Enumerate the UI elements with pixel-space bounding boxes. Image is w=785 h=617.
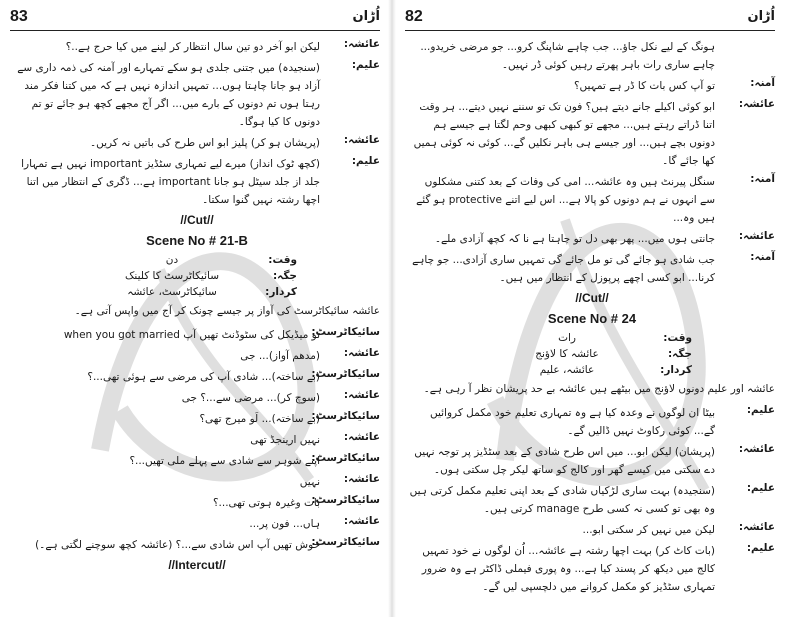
dialogue-line — [409, 230, 775, 248]
intercut-marker: //Intercut// — [168, 558, 226, 572]
line-text: ابو کوئی اکیلے جانے دیتے ہیں؟ فون تک تو سننے نہیں دیتے... ہر وقت اتنا ڈراتے رہتے ہیں... مجھے تو کبھی کبھی وحم لگتا ہے جیسے ہم دونوں بچے ہیں... اور جیسے ہی باہر نکلیں گے... کوئی نہ کوئی ہمیں کھا جائے گا۔ — [413, 101, 715, 167]
meta-value: سائیکاٹرسٹ، عائشہ — [127, 286, 217, 298]
left-page — [0, 0, 390, 617]
line-text: (پریشان) لیکن ابو... میں اس طرح شادی کے بعد سٹڈیز پر توجہ نہیں دے سکتی میں کیسے گھر اور کالج کو ساتھ لیکر چل سکتی ہوں۔ — [414, 446, 715, 476]
line-text: تو میڈیکل کی سٹوڈنٹ تھیں آپ when you got married — [63, 329, 320, 341]
line-text: بیٹا ان لوگوں نے وعدہ کیا ہے وہ تمہاری تعلیم خود مکمل کروائیں گے... کوئی رکاوٹ نہیں ڈالیں گے۔ — [429, 407, 715, 437]
speaker: آمنہ: — [750, 77, 775, 89]
speaker: آمنہ: — [750, 251, 775, 263]
dialogue-line — [14, 389, 380, 407]
line-text: جانتی ہوں میں... پھر بھی دل تو چاہتا ہے نا کہ کچھ آزادی ملے۔ — [434, 233, 715, 245]
meta-value: عائشہ، علیم — [539, 364, 595, 376]
meta-key: کردار: — [660, 364, 692, 376]
meta-key: جگہ: — [272, 270, 297, 282]
line-text: (پریشان ہو کر) پلیز ابو اس طرح کی باتیں نہ کریں۔ — [89, 137, 320, 149]
speaker: عائشہ: — [738, 230, 775, 242]
meta-key: کردار: — [265, 286, 297, 298]
speaker: سائیکاٹرسٹ: — [311, 494, 380, 506]
dialogue-line — [14, 59, 380, 131]
speaker: عائشہ: — [343, 515, 380, 527]
dialogue-line — [14, 515, 380, 533]
line-text: بات وغیرہ ہوتی تھی...؟ — [212, 497, 320, 509]
dialogue-line — [14, 38, 380, 56]
dialogue-line — [14, 473, 380, 491]
line-text: جب شادی ہو جائے گی تو مل جائے گی تمہیں ساری آزادی... جو چاہے کرنا... ابو کسی اچھے پرپوزل کے انتظار میں ہیں۔ — [412, 254, 715, 284]
scene-meta-characters — [14, 286, 380, 298]
speaker: سائیکاٹرسٹ: — [311, 326, 380, 338]
dialogue-line — [409, 542, 775, 596]
line-text: (بے ساختہ)... لَو میرج تھی؟ — [199, 413, 320, 425]
line-text: (سوچ کر)... مرضی سے...؟ جی — [181, 392, 320, 404]
speaker: سائیکاٹرسٹ: — [311, 536, 380, 548]
page-header — [405, 8, 775, 31]
scene-heading: Scene No # 21-B — [146, 233, 248, 248]
speaker: عائشہ: — [343, 389, 380, 401]
speaker: سائیکاٹرسٹ: — [311, 368, 380, 380]
dialogue-line — [14, 452, 380, 470]
running-title: اُڑان — [747, 9, 775, 24]
dialogue-line — [409, 521, 775, 539]
meta-key: جگہ: — [667, 348, 692, 360]
dialogue-line — [14, 536, 380, 554]
speaker: عائشہ: — [738, 98, 775, 110]
speaker: علیم: — [746, 404, 775, 416]
line-text: ہاں... فون پر... — [249, 518, 320, 530]
speaker: عائشہ: — [343, 38, 380, 50]
dialogue-line — [14, 431, 380, 449]
dialogue-line — [409, 98, 775, 170]
speaker: سائیکاٹرسٹ: — [311, 410, 380, 422]
left-page-body — [14, 38, 380, 613]
stage-direction: عائشہ اور علیم دونوں لاؤنج میں بیٹھے ہیں عائشہ بے حد پریشان نظر آ رہی ہے۔ — [423, 383, 775, 395]
line-text: سنگل پیرنٹ ہیں وہ عائشہ... امی کی وفات کے بعد کتنی مشکلوں سے انہوں نے ہم دونوں کو پالا ہے... اس لیے اتنے protective ہو گئے ہیں وہ... — [416, 176, 715, 224]
dialogue-line — [409, 404, 775, 440]
dialogue-block-top — [14, 38, 380, 209]
speaker: عائشہ: — [343, 347, 380, 359]
page-header — [10, 8, 380, 31]
dialogue-line — [409, 443, 775, 479]
line-text: (کچھ ٹوک انداز) میرے لیے تمہاری سٹڈیز important نہیں ہے تمہارا جلد از جلد سیٹل ہو جانا important ہے... ڈگری کے انتظار میں اتنا اچھا رشتہ نہیں گنوا سکتا۔ — [21, 158, 320, 206]
dialogue-line — [14, 368, 380, 386]
dialogue-block-bottom — [14, 326, 380, 554]
cut-marker: //Cut// — [180, 213, 214, 227]
line-text: اپنے شوہر سے شادی سے پہلے ملی تھیں...؟ — [129, 455, 320, 467]
stage-direction: عائشہ سائیکاٹرسٹ کی آواز پر جیسے چونک کر آج میں واپس آتی ہے۔ — [74, 305, 380, 317]
dialogue-line — [409, 173, 775, 227]
dialogue-line — [409, 482, 775, 518]
dialogue-line — [14, 155, 380, 209]
speaker: آمنہ: — [750, 173, 775, 185]
dialogue-line — [14, 347, 380, 365]
dialogue-line — [14, 134, 380, 152]
speaker: علیم: — [351, 155, 380, 167]
meta-key: وقت: — [268, 254, 297, 266]
page-number: 83 — [10, 8, 28, 25]
right-page — [395, 0, 785, 617]
meta-key: وقت: — [663, 332, 692, 344]
speaker: عائشہ: — [343, 473, 380, 485]
line-text: (سنجیدہ) بہت ساری لڑکیاں شادی کے بعد اپنی تعلیم مکمل کرتی ہیں وہ بھی تو کسی نہ کسی طرح manage کرتی ہیں۔ — [409, 485, 715, 515]
meta-value: دن — [165, 254, 179, 266]
line-text: نہیں ارینجڈ تھی — [250, 434, 320, 446]
scene-meta-place — [409, 348, 775, 360]
speaker: عائشہ: — [738, 443, 775, 455]
speaker: عائشہ: — [343, 431, 380, 443]
line-text: (مدھم آواز)... جی — [240, 350, 320, 362]
line-text: نہیں — [299, 476, 320, 488]
meta-value: سائیکاٹرسٹ کا کلینک — [125, 270, 219, 282]
speaker: عائشہ: — [738, 521, 775, 533]
scene-heading: Scene No # 24 — [547, 311, 637, 326]
meta-value: عائشہ کا لاؤنج — [535, 348, 599, 360]
dialogue-line — [14, 494, 380, 512]
dialogue-line — [409, 77, 775, 95]
speaker: سائیکاٹرسٹ: — [311, 452, 380, 464]
line-text: لیکن ابو آخر دو تین سال انتظار کر لینے میں کیا حرج ہے..؟ — [65, 41, 320, 53]
dialogue-line — [14, 410, 380, 428]
line-text: تو آپ کس بات کا ڈر ہے تمہیں؟ — [573, 80, 715, 92]
scene-meta-time — [14, 254, 380, 266]
line-text: (بے ساختہ)... شادی آپ کی مرضی سے ہوئی تھی...؟ — [87, 371, 320, 383]
running-title: اُڑان — [352, 9, 380, 24]
meta-value: رات — [558, 332, 576, 344]
scene-meta-time — [409, 332, 775, 344]
continued-dialogue: ہونگ کے لیے نکل جاؤ... جب چاہے شاپنگ کرو... جو مرضی خریدو... چاہے ساری رات باہر پھرتے رہیں کوئی ڈر نہیں۔ — [420, 41, 715, 71]
speaker: عائشہ: — [343, 134, 380, 146]
line-text: (بات کاٹ کر) بہت اچھا رشتہ ہے عائشہ... اُن لوگوں نے خود تمہیں کالج میں دیکھ کر پسند کیا ہے... وہ پوری فیملی ڈاکٹر ہے وہ ضرور تمہاری سٹڈیز کو مکمل کروانے میں دلچسپی لیں گے۔ — [421, 545, 715, 593]
scene-meta-place — [14, 270, 380, 282]
right-page-body — [409, 38, 775, 613]
dialogue-line — [14, 326, 380, 344]
dialogue-line — [409, 251, 775, 287]
dialogue-block-top — [409, 77, 775, 287]
line-text: لیکن میں نہیں کر سکتی ابو... — [582, 524, 715, 536]
cut-marker: //Cut// — [575, 291, 609, 305]
speaker: علیم: — [351, 59, 380, 71]
line-text: (سنجیدہ) میں جتنی جلدی ہو سکے تمہارے اور آمنہ کی ذمہ داری سے آزاد ہو جانا چاہتا ہوں... تمہیں اندازہ نہیں ہے کہ میں کتنا فکر مند رہتا ہوں تم دونوں کے بارے میں... اگر آج مجھے کچھ ہو جائے تو تم دونوں کا کیا ہوگا۔ — [17, 62, 320, 128]
scene-meta-characters — [409, 364, 775, 376]
dialogue-block-bottom — [409, 404, 775, 596]
speaker: علیم: — [746, 482, 775, 494]
page-number: 82 — [405, 8, 423, 25]
line-text: خوش تھیں آپ اس شادی سے...؟ (عائشہ کچھ سوچنے لگتی ہے۔) — [35, 539, 320, 551]
speaker: علیم: — [746, 542, 775, 554]
